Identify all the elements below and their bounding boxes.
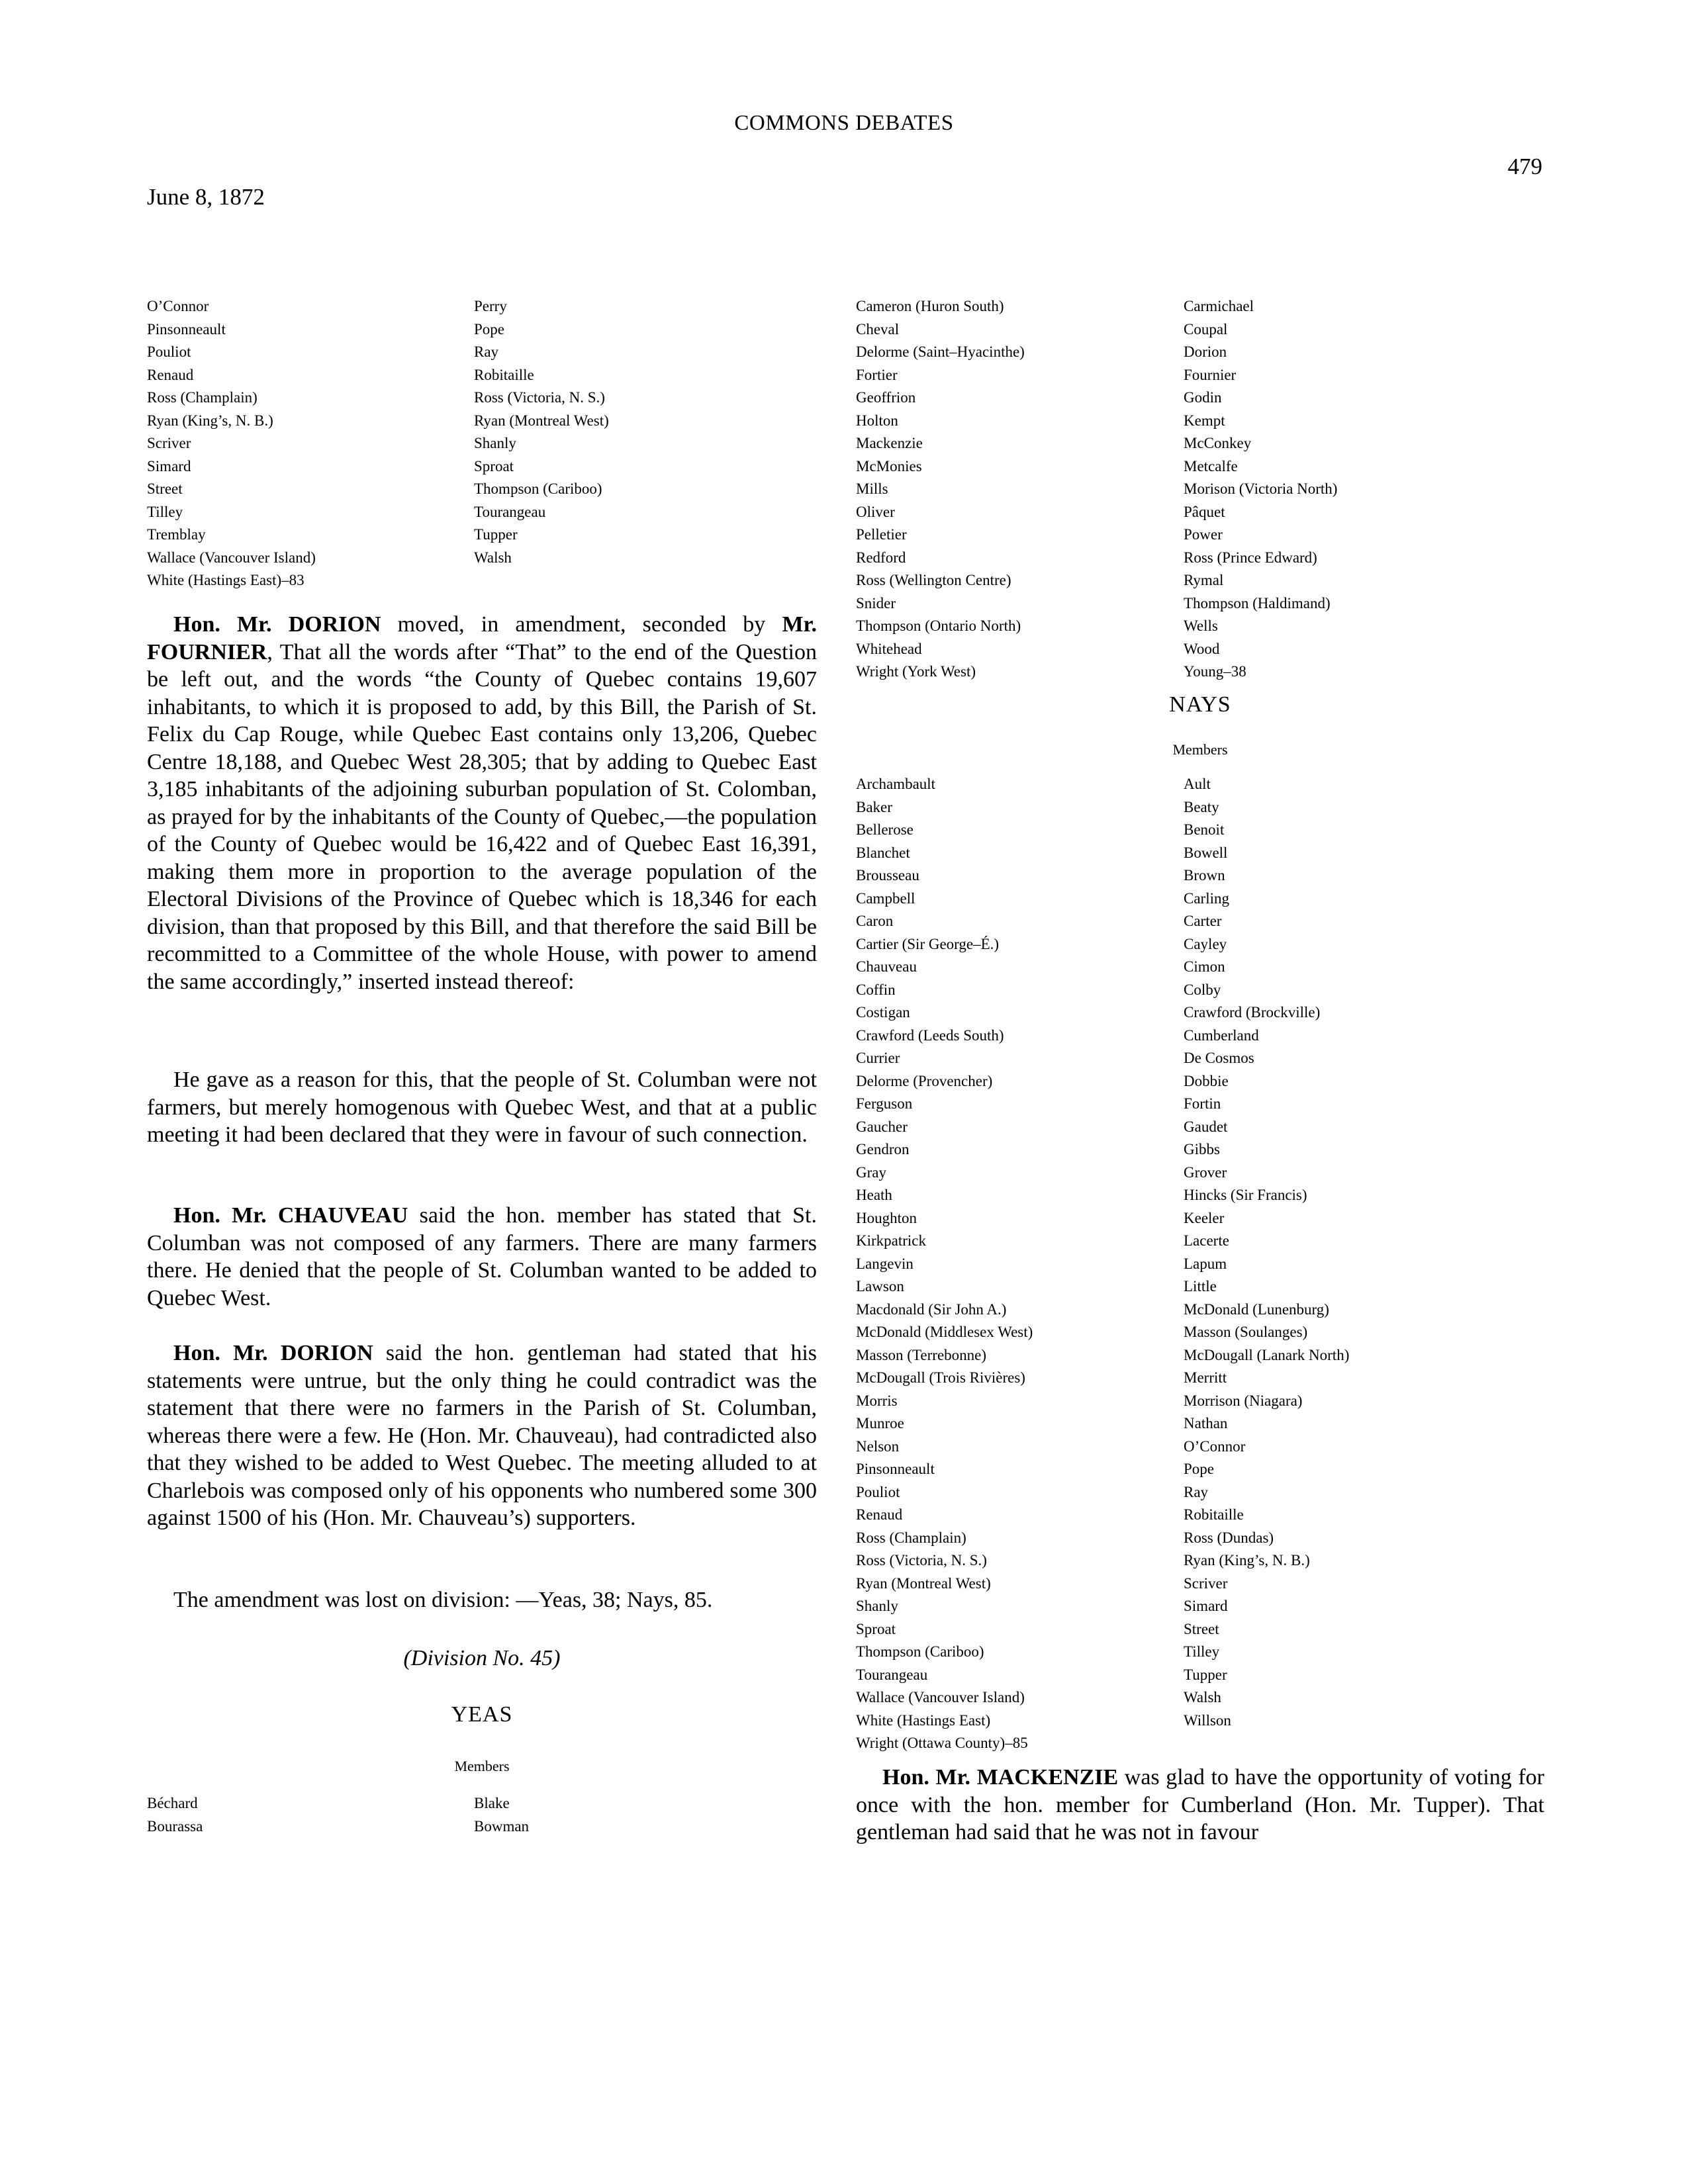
member-name: Fortier bbox=[856, 366, 898, 383]
member-name: Renaud bbox=[856, 1506, 903, 1523]
yeas-heading: YEAS bbox=[451, 1702, 513, 1727]
paragraph-dorion-motion bbox=[147, 611, 817, 995]
member-name: Brown bbox=[1184, 867, 1225, 884]
date-line: June 8, 1872 bbox=[147, 184, 265, 210]
member-name: Robitaille bbox=[474, 366, 534, 383]
member-name: Mills bbox=[856, 480, 888, 497]
member-name: Pouliot bbox=[856, 1483, 900, 1500]
member-name: Carmichael bbox=[1184, 298, 1254, 314]
member-name: Street bbox=[1184, 1620, 1219, 1637]
member-name: Ray bbox=[474, 343, 499, 360]
member-name: Ross (Champlain) bbox=[856, 1529, 966, 1546]
member-name: Ross (Victoria, N. S.) bbox=[856, 1552, 987, 1569]
member-name: Gray bbox=[856, 1163, 886, 1181]
member-name: White (Hastings East) bbox=[856, 1711, 991, 1729]
speaker-name: Hon. Mr. CHAUVEAU bbox=[173, 1203, 408, 1228]
page-number: 479 bbox=[1507, 154, 1542, 179]
member-name: Lawson bbox=[856, 1278, 904, 1295]
member-name: Carter bbox=[1184, 913, 1222, 929]
paragraph-text: said the hon. gentleman had stated that his statements were untrue, but the only thing he could contradict was the statement that there were no farmers in the Parish of St. Columban, whereas there were a few. He (Hon. Mr. Chauveau), had contradicted also that they wished to be added to West Quebec. The meeting alluded to at Charlebois was composed only of his opponents who numbered some 300 against 1500 of his (Hon. Mr. Chauveau’s) supporters. bbox=[147, 1341, 817, 1530]
member-name: Pouliot bbox=[147, 343, 191, 360]
member-name: Ryan (Montreal West) bbox=[856, 1574, 991, 1592]
member-name: Thompson (Cariboo) bbox=[474, 480, 602, 497]
member-name: Chauveau bbox=[856, 958, 917, 975]
member-name: Gendron bbox=[856, 1141, 910, 1158]
member-name: Cartier (Sir George–É.) bbox=[856, 935, 1000, 952]
member-name: Béchard bbox=[147, 1795, 198, 1811]
name-list-yeas-right-col1 bbox=[856, 295, 1025, 684]
paragraph-text: , That all the words after “That” to the end of the Question be left out, and the words “the County of Quebec contains 19,607 inhabitants, to which it is proposed to add, by this Bill, the Parish of St. Felix du Cap Rouge, while Quebec East contains only 13,206, Quebec Centre 18,188, and Quebec West 28,305; that by adding to Quebec East 3,185 inhabitants of the adjoining suburban population of St. Colomban, as prayed for by the inhabitants of the County of Quebec,—the population of the County of Quebec would be 16,422 and of Quebec East 16,391, making them more in proportion to the average population of the Electoral Divisions of the Province of Quebec which is 18,346 for each division, than that proposed by this Bill, and that therefore the said Bill be recommitted to a Committee of the whole House, with power to amend the same accordingly,” inserted instead thereof: bbox=[147, 639, 817, 994]
name-list-top-left-col2 bbox=[474, 295, 609, 569]
member-name: Morris bbox=[856, 1392, 898, 1409]
member-name: Street bbox=[147, 480, 183, 497]
member-name: O’Connor bbox=[147, 298, 209, 314]
member-name: Thompson (Cariboo) bbox=[856, 1643, 984, 1660]
member-name: Ross (Victoria, N. S.) bbox=[474, 389, 605, 406]
member-name: Blanchet bbox=[856, 844, 910, 861]
member-name: Snider bbox=[856, 594, 896, 612]
speaker-name: Mr. FOURNIER bbox=[147, 612, 817, 664]
name-list-yeas-bottom-col2 bbox=[474, 1792, 529, 1838]
member-name: Nelson bbox=[856, 1437, 900, 1455]
member-name: Currier bbox=[856, 1050, 900, 1066]
member-name: Bowell bbox=[1184, 844, 1228, 861]
member-name: Delorme (Saint–Hyacinthe) bbox=[856, 343, 1025, 360]
member-name: Cheval bbox=[856, 320, 900, 338]
member-name: Baker bbox=[856, 798, 892, 815]
member-name: Costigan bbox=[856, 1004, 910, 1021]
member-name: McMonies bbox=[856, 457, 922, 475]
member-name: McDonald (Lunenburg) bbox=[1184, 1300, 1329, 1318]
paragraph-reason: He gave as a reason for this, that the people of St. Columban were not farmers, but merely homogenous with Quebec West, and that at a public meeting it had been declared that they were in favour of such connection. bbox=[147, 1068, 817, 1147]
member-name: Ryan (Montreal West) bbox=[474, 412, 609, 429]
member-name: Caron bbox=[856, 913, 894, 929]
member-name: Gaucher bbox=[856, 1118, 908, 1135]
member-name: Fournier bbox=[1184, 366, 1237, 383]
member-name: Redford bbox=[856, 549, 906, 566]
member-name: Blake bbox=[474, 1795, 510, 1811]
member-name: Ross (Champlain) bbox=[147, 389, 258, 406]
member-name: McDonald (Middlesex West) bbox=[856, 1324, 1033, 1340]
speaker-name: Hon. Mr. DORION bbox=[173, 1341, 373, 1365]
member-name: Cimon bbox=[1184, 958, 1225, 975]
member-name: Ross (Wellington Centre) bbox=[856, 572, 1011, 588]
name-list-nays-col2 bbox=[1184, 773, 1349, 1732]
member-name: Tourangeau bbox=[474, 503, 546, 520]
member-name: Geoffrion bbox=[856, 389, 916, 406]
member-name: Walsh bbox=[474, 549, 512, 566]
member-name: Ross (Dundas) bbox=[1184, 1529, 1274, 1546]
paragraph-text: said the hon. member has stated that St. Columban was not composed of any farmers. There are many farmers there. He denied that the people of St. Columban wanted to be added to Quebec West. bbox=[147, 1203, 817, 1310]
member-name: Young–38 bbox=[1184, 663, 1246, 680]
member-name: Kirkpatrick bbox=[856, 1232, 927, 1249]
member-name: Beaty bbox=[1184, 798, 1219, 815]
member-name: Renaud bbox=[147, 366, 194, 383]
nays-heading: NAYS bbox=[1169, 692, 1231, 717]
member-name: Cayley bbox=[1184, 935, 1227, 952]
member-name: Power bbox=[1184, 526, 1223, 543]
member-name: Ryan (King’s, N. B.) bbox=[147, 412, 273, 429]
member-name: Ryan (King’s, N. B.) bbox=[1184, 1552, 1310, 1569]
member-name: Fortin bbox=[1184, 1095, 1221, 1112]
member-name: Pope bbox=[1184, 1461, 1214, 1477]
member-name: Lacerte bbox=[1184, 1232, 1229, 1249]
member-name: Carling bbox=[1184, 889, 1229, 907]
member-name: McConkey bbox=[1184, 435, 1252, 451]
member-name: Archambault bbox=[856, 776, 936, 792]
member-name: Kempt bbox=[1184, 412, 1225, 429]
speaker-name: Hon. Mr. MACKENZIE bbox=[882, 1765, 1119, 1790]
paragraph-amendment-result: The amendment was lost on division: —Yeas, 38; Nays, 85. bbox=[173, 1588, 713, 1612]
member-name: Tilley bbox=[147, 503, 183, 520]
member-name: O’Connor bbox=[1184, 1437, 1246, 1455]
member-name: Keeler bbox=[1184, 1209, 1225, 1226]
member-name: Morison (Victoria North) bbox=[1184, 480, 1338, 497]
member-name: Macdonald (Sir John A.) bbox=[856, 1300, 1007, 1318]
member-name: Perry bbox=[474, 298, 507, 314]
member-name: Crawford (Leeds South) bbox=[856, 1026, 1004, 1044]
member-name: Ferguson bbox=[856, 1095, 913, 1112]
member-name: Cumberland bbox=[1184, 1026, 1259, 1044]
member-name: Wallace (Vancouver Island) bbox=[856, 1689, 1025, 1706]
member-name: Wells bbox=[1184, 617, 1218, 634]
member-name: Pâquet bbox=[1184, 503, 1225, 520]
member-name: Cameron (Huron South) bbox=[856, 298, 1004, 314]
member-name: Simard bbox=[147, 457, 191, 475]
member-name: Robitaille bbox=[1184, 1506, 1244, 1523]
member-name: Brousseau bbox=[856, 867, 919, 884]
member-name: Pope bbox=[474, 320, 504, 338]
member-name: Bowman bbox=[474, 1817, 530, 1835]
member-name: Whitehead bbox=[856, 640, 922, 657]
member-name: Tourangeau bbox=[856, 1666, 928, 1683]
member-name: Wright (York West) bbox=[856, 663, 976, 680]
member-name: Gaudet bbox=[1184, 1118, 1228, 1135]
member-name: Tremblay bbox=[147, 526, 206, 543]
member-name: Bellerose bbox=[856, 821, 914, 838]
member-name: Thompson (Haldimand) bbox=[1184, 594, 1331, 612]
member-name: Tupper bbox=[1184, 1666, 1227, 1683]
name-list-nays-col1 bbox=[856, 773, 1033, 1755]
member-name: Ross (Prince Edward) bbox=[1184, 549, 1317, 566]
member-name: Scriver bbox=[147, 435, 191, 451]
member-name: Delorme (Provencher) bbox=[856, 1072, 993, 1089]
member-name: Oliver bbox=[856, 503, 895, 520]
member-name: Masson (Soulanges) bbox=[1184, 1324, 1308, 1340]
member-name: Wright (Ottawa County)–85 bbox=[856, 1735, 1028, 1751]
member-name: Houghton bbox=[856, 1209, 917, 1226]
member-name: Tupper bbox=[474, 526, 518, 543]
member-name: Rymal bbox=[1184, 572, 1224, 588]
member-name: Benoit bbox=[1184, 821, 1225, 838]
member-name: Langevin bbox=[856, 1255, 914, 1272]
member-name: Crawford (Brockville) bbox=[1184, 1004, 1321, 1021]
member-name: Scriver bbox=[1184, 1574, 1228, 1592]
member-name: Shanly bbox=[474, 435, 516, 451]
member-name: Metcalfe bbox=[1184, 457, 1238, 475]
yeas-members-label: Members bbox=[454, 1758, 510, 1774]
member-name: Dobbie bbox=[1184, 1072, 1229, 1089]
paragraph-mackenzie bbox=[856, 1764, 1544, 1846]
member-name: Ray bbox=[1184, 1483, 1209, 1500]
member-name: Munroe bbox=[856, 1415, 904, 1432]
member-name: Merritt bbox=[1184, 1369, 1227, 1386]
member-name: Wallace (Vancouver Island) bbox=[147, 549, 316, 566]
member-name: Heath bbox=[856, 1187, 892, 1203]
member-name: Willson bbox=[1184, 1711, 1231, 1729]
member-name: Gibbs bbox=[1184, 1141, 1220, 1158]
member-name: Dorion bbox=[1184, 343, 1227, 360]
member-name: Wood bbox=[1184, 640, 1220, 657]
paragraph-chauveau bbox=[147, 1202, 817, 1312]
member-name: Holton bbox=[856, 412, 898, 429]
member-name: Pelletier bbox=[856, 526, 907, 543]
member-name: Sproat bbox=[474, 457, 514, 475]
name-list-yeas-right-col2 bbox=[1184, 295, 1337, 684]
member-name: McDougall (Trois Rivières) bbox=[856, 1369, 1025, 1386]
member-name: Thompson (Ontario North) bbox=[856, 617, 1021, 634]
member-name: Little bbox=[1184, 1278, 1217, 1295]
member-name: Nathan bbox=[1184, 1415, 1228, 1432]
member-name: White (Hastings East)–83 bbox=[147, 572, 305, 588]
member-name: Coupal bbox=[1184, 320, 1228, 338]
member-name: Simard bbox=[1184, 1598, 1228, 1614]
member-name: Mackenzie bbox=[856, 435, 923, 451]
member-name: Lapum bbox=[1184, 1255, 1227, 1272]
speaker-name: Hon. Mr. DORION bbox=[173, 612, 381, 637]
member-name: De Cosmos bbox=[1184, 1050, 1254, 1066]
member-name: Grover bbox=[1184, 1163, 1227, 1181]
member-name: Pinsonneault bbox=[147, 320, 226, 338]
nays-members-label: Members bbox=[1172, 741, 1228, 758]
paragraph-text: moved, in amendment, seconded by bbox=[381, 612, 782, 637]
name-list-top-left-col1 bbox=[147, 295, 316, 592]
member-name: Pinsonneault bbox=[856, 1461, 935, 1477]
member-name: Coffin bbox=[856, 981, 896, 998]
member-name: Ault bbox=[1184, 776, 1211, 792]
member-name: Tilley bbox=[1184, 1643, 1220, 1660]
member-name: Masson (Terrebonne) bbox=[856, 1346, 987, 1363]
division-label: (Division No. 45) bbox=[403, 1646, 561, 1670]
member-name: Walsh bbox=[1184, 1689, 1221, 1706]
member-name: Shanly bbox=[856, 1598, 898, 1614]
running-head: COMMONS DEBATES bbox=[734, 111, 954, 135]
name-list-yeas-bottom-col1 bbox=[147, 1792, 203, 1838]
member-name: Morrison (Niagara) bbox=[1184, 1392, 1303, 1409]
member-name: Colby bbox=[1184, 981, 1221, 998]
member-name: Campbell bbox=[856, 889, 915, 907]
member-name: Hincks (Sir Francis) bbox=[1184, 1187, 1307, 1203]
member-name: McDougall (Lanark North) bbox=[1184, 1346, 1350, 1363]
member-name: Sproat bbox=[856, 1620, 896, 1637]
member-name: Bourassa bbox=[147, 1817, 203, 1835]
member-name: Godin bbox=[1184, 389, 1222, 406]
paragraph-dorion-reply bbox=[147, 1340, 817, 1532]
paragraph-text: was glad to have the opportunity of voting for once with the hon. member for Cumberland (Hon. Mr. Tupper). That gentleman had said that he was not in favour bbox=[856, 1765, 1544, 1844]
